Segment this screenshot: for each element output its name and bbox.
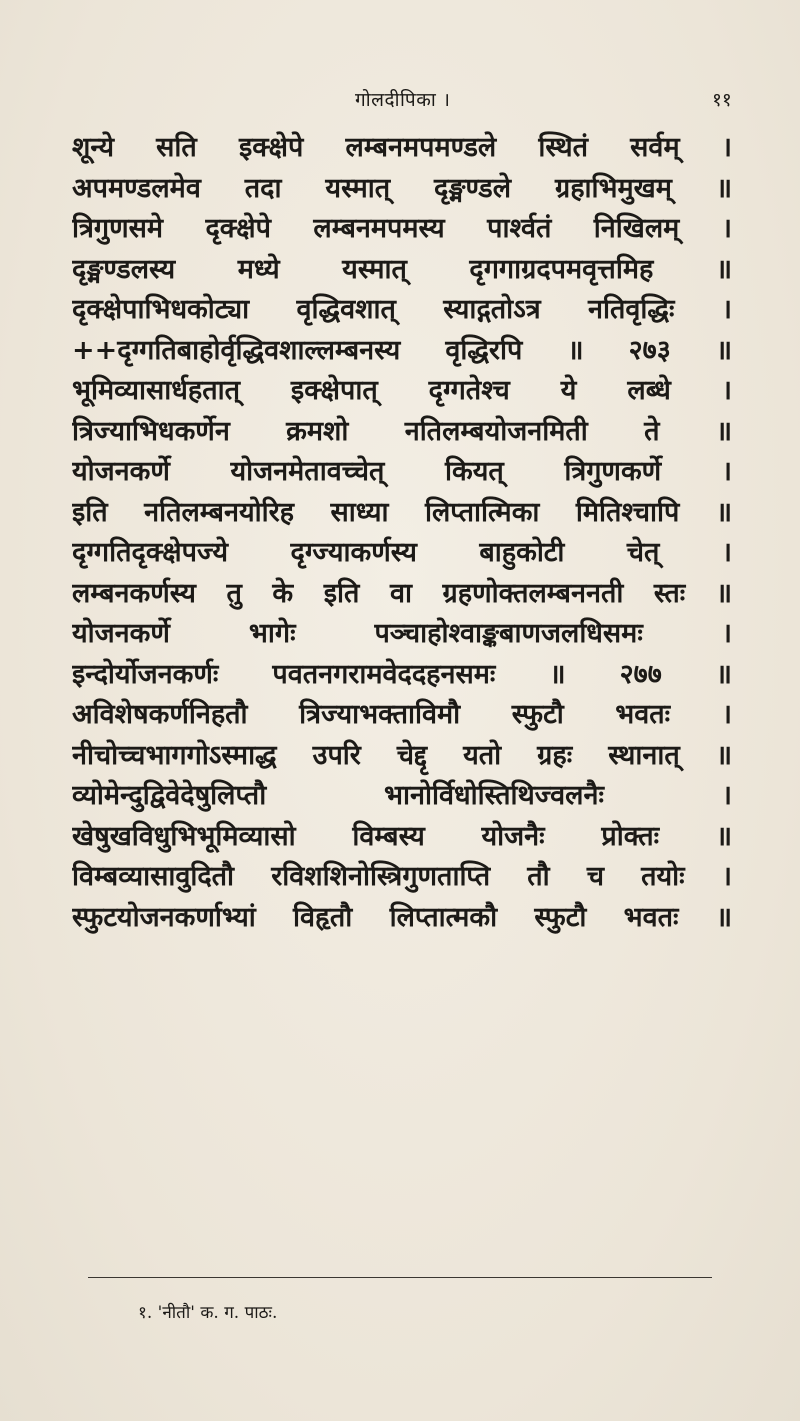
verse-line: अपमण्डलमेव तदा यस्मात् दृङ्मण्डले ग्रहाभिमुखम् ॥ bbox=[72, 172, 732, 204]
verse-line: शून्ये सति इक्क्षेपे लम्बनमपमण्डले स्थितं सर्वम् । bbox=[72, 132, 732, 163]
verse-line: व्योमेन्दुद्विवेदेषुलिप्तौ भानोर्विधोस्तिथिज्वलनैः । bbox=[72, 780, 732, 811]
verse-line: विम्बव्यासावुदितौ रविशशिनोस्त्रिगुणताप्ति तौ च तयोः । bbox=[72, 861, 732, 892]
verse-line: त्रिगुणसमे दृक्क्षेपे लम्बनमपमस्य पार्श्वतं निखिलम् । bbox=[72, 213, 732, 244]
verse-line: दृग्गतिदृक्क्षेपज्ये दृग्ज्याकर्णस्य बाहुकोटी चेत् । bbox=[72, 537, 732, 568]
verse-line: खेषुखविधुभिभूमिव्यासो विम्बस्य योजनैः प्रोक्तः ॥ bbox=[72, 820, 732, 852]
footnote-divider bbox=[88, 1277, 712, 1278]
verse-line: इति नतिलम्बनयोरिह साध्या लिप्तात्मिका मितिश्चापि ॥ bbox=[72, 496, 732, 528]
verse-line: दृङ्मण्डलस्य मध्ये यस्मात् दृगगाग्रदपमवृत्तमिह ॥ bbox=[72, 253, 732, 285]
verse-line: स्फुटयोजनकर्णाभ्यां विहृतौ लिप्तात्मकौ स्फुटौ भवतः ॥ bbox=[72, 901, 732, 933]
verse-line: भूमिव्यासार्धहतात् इक्क्षेपात् दृग्गतेश्च ये लब्धे । bbox=[72, 375, 732, 406]
verse-line: त्रिज्याभिधकर्णेन क्रमशो नतिलम्बयोजनमिती ते ॥ bbox=[72, 415, 732, 447]
page-header bbox=[0, 86, 800, 116]
verse-line: नीचोच्चभागगोऽस्माद्ध उपरि चेद्दृ यतो ग्रहः स्थानात् ॥ bbox=[72, 739, 732, 771]
verse-block bbox=[72, 128, 732, 938]
verse-line: दृक्क्षेपाभिधकोट्या वृद्धिवशात् स्याद्गतोऽत्र नतिवृद्धिः । bbox=[72, 294, 732, 325]
verse-line: योजनकर्णे भागेः पञ्चाहोश्वाङ्कबाणजलधिसमः । bbox=[72, 618, 732, 649]
page-number: ११ bbox=[712, 89, 732, 111]
verse-line: लम्बनकर्णस्य तु के इति वा ग्रहणोक्तलम्बननती स्तः ॥ bbox=[72, 577, 732, 609]
verse-line: योजनकर्णे योजनमेतावच्चेत् कियत् त्रिगुणकर्णे । bbox=[72, 456, 732, 487]
verse-line: ++दृग्गतिबाहोर्वृद्धिवशाल्लम्बनस्य वृद्धिरपि ॥ २७३ ॥ bbox=[72, 334, 732, 366]
footnote: १. 'नीतौ' क. ग. पाठः. bbox=[138, 1303, 278, 1323]
running-title: गोलदीपिका । bbox=[355, 89, 451, 111]
verse-line: अविशेषकर्णनिहतौ त्रिज्याभक्ताविमौ स्फुटौ भवतः । bbox=[72, 699, 732, 730]
verse-line: इन्दोर्योजनकर्णः पवतनगरामवेददहनसमः ॥ २७७ ॥ bbox=[72, 658, 732, 690]
